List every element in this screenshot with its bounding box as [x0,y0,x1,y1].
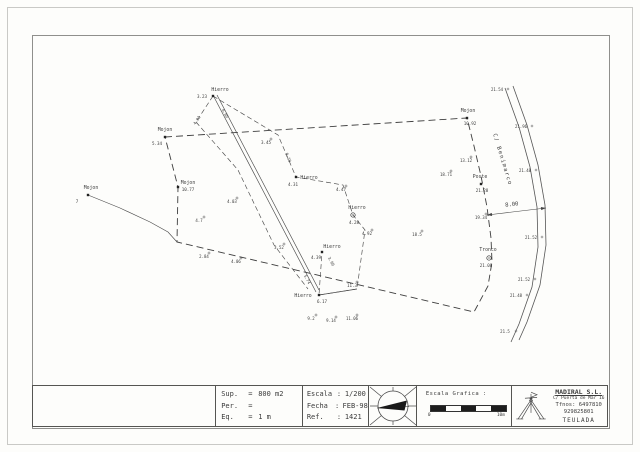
firm-phone-2: 929825801 [563,408,594,415]
escala-row: Escala : 1/200 [307,389,368,401]
vertex-value: 4.92 [361,231,373,236]
graphic-scale-label: Escala Grafica : [425,391,487,397]
fecha-value: FEB-98 [342,401,368,410]
north-arrow-icon [369,386,417,426]
marker-point [87,194,89,196]
plan-solid-line [319,289,357,295]
marker-label: Mojon [83,186,99,191]
marker-point [321,251,323,253]
ref-label: Ref. [306,413,324,421]
eq-label: Eq. [221,413,234,421]
ref-row: Ref. : 1421 [307,412,368,424]
marker-point [295,176,297,178]
parcel-boundary [165,118,492,312]
spot-elevation: 13.12 [459,158,473,163]
marker-label: Poste [472,175,488,180]
road-elevation: 21.48 [509,293,523,298]
spot-elevation: 18.71 [439,172,453,177]
marker-point [318,294,320,296]
marker-point [352,214,353,215]
eq-value: 1 m [258,413,271,421]
north-arrow-cell [368,386,416,426]
sup-value: 800 m2 [258,390,284,398]
vertex-value: 4.47 [335,187,347,192]
per-label: Per. [221,401,239,410]
road-elevation: 21.52 [524,235,538,240]
segment-measurement: 5.74 [302,273,312,285]
spot-elevation: 4.06 [231,259,241,264]
marker-point [480,183,482,185]
spot-elevation: 4.7 [195,218,203,223]
road-elevation: 21.52 [517,277,531,282]
marker-value: 10.92 [463,121,477,126]
firm-address: C/ Puerta de Mar 16 [552,395,605,401]
vertex-value: 11.3 [346,283,358,288]
marker-value: 21.08 [479,263,493,268]
marker-point [488,257,489,258]
marker-value: 3.23 [196,94,208,99]
spot-elevation: 3.52 [274,245,284,250]
segment-measurement: 4.92 [191,114,202,126]
marker-label: Hierro [348,206,366,211]
marker-label: Hierro [211,88,229,93]
area-info-cell [215,386,302,426]
graphic-scale-cell [416,386,512,426]
fecha-row: Fecha : FEB-98 [307,401,368,413]
scale-date-ref-cell [302,386,368,426]
road-elevation: 21.5 [500,329,510,334]
street-name-label: C/ Benimarco [491,132,513,187]
marker-point [177,186,179,188]
scale-end-label: 10m [496,413,505,418]
title-block-empty-cell [33,386,215,426]
spot-elevation: 19.34 [474,215,488,220]
spot-elevation: 4.03 [227,199,237,204]
marker-point [164,136,166,138]
sup-row: Sup. = 800 m2 [221,389,302,401]
firm-text [550,388,607,425]
marker-point [212,95,214,97]
eq-row: Eq. = 1 m [221,412,302,424]
per-row: Per. = [221,401,302,413]
spot-elevation: 9.14 [326,318,336,323]
firm-cell [511,386,607,426]
survey-traverse-line [196,122,308,289]
marker-value: 4.28 [348,220,360,225]
spot-elevation: 11.06 [345,316,359,321]
road-elevation: 21.48 [518,168,532,173]
marker-value: 5.34 [151,141,163,146]
marker-value: 4.39 [310,255,322,260]
firm-phone-1: Tfnos: 6497810 [555,401,602,408]
marker-label: Mojon [460,109,476,114]
marker-label: Mojon [157,128,173,133]
marker-value: 21.28 [475,188,489,193]
segment-measurement: 8.80 [220,107,230,119]
scale-zero-label: 0 [427,413,431,418]
graphic-scale-bar [430,405,507,412]
spot-elevation: 2.84 [199,254,209,259]
vertex-value: 3.45 [260,140,272,145]
marker-value: 10.77 [181,187,195,192]
marker-value: 6.17 [316,299,328,304]
road-elevation: 21.96 [514,124,528,129]
escala-label: Escala [306,390,333,398]
marker-label: Mojon [180,181,196,186]
marker-value: 7 [75,199,79,204]
escala-value: 1/200 [344,390,366,398]
plan-solid-line [88,195,177,242]
surveyor-tripod-logo [512,387,550,425]
marker-value: 4.31 [287,182,299,187]
marker-label: Hierro [323,245,341,250]
marker-label: Hierro [300,176,318,181]
spot-elevation: 18.5 [412,232,422,237]
firm-town: TEULADA [562,417,595,425]
spot-elevation: 9.2 [307,316,315,321]
title-block [32,385,608,427]
marker-label: Tronco [479,248,497,253]
firm-name: MADIRAL S.L. [555,387,603,396]
marker-point [466,117,468,119]
sup-label: Sup. [221,390,239,398]
marker-label: Hierro [294,294,312,299]
segment-measurement: 8.38 [284,151,293,163]
segment-measurement: 3.90 [326,255,336,267]
road-width-dimension-value: 8.00 [504,201,519,209]
fecha-label: Fecha [306,401,328,410]
ref-value: 1421 [344,413,362,421]
road-elevation: 21.54 [490,87,504,92]
